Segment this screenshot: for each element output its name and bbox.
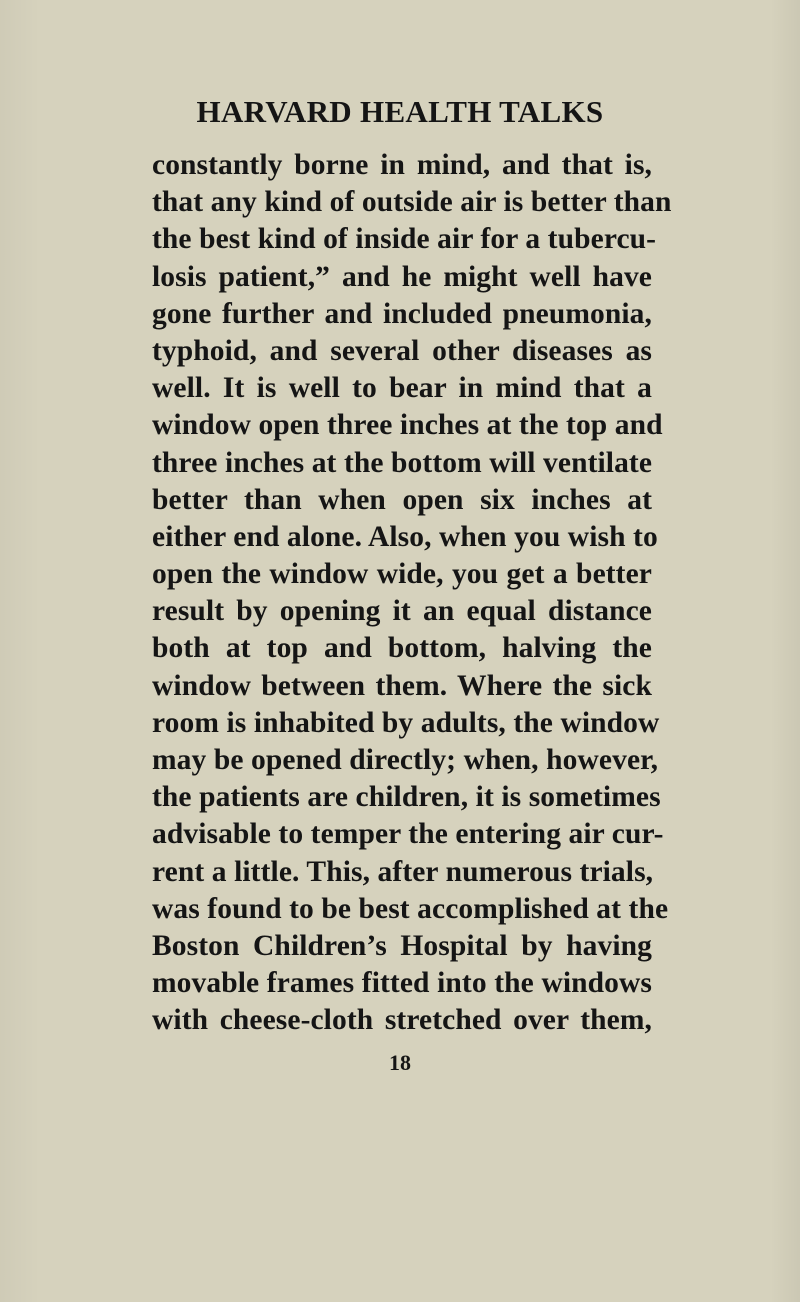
text-line: result by opening it an equal distance bbox=[152, 595, 652, 628]
text-line: constantly borne in mind, and that is, bbox=[152, 149, 652, 181]
text-line: either end alone. Also, when you wish to bbox=[152, 520, 658, 553]
text-line: the patients are children, it is sometimes bbox=[152, 781, 661, 814]
page-number: 18 bbox=[389, 1050, 411, 1075]
text-line: well. It is well to bear in mind that a bbox=[152, 372, 652, 405]
text-line: advisable to temper the entering air cur- bbox=[152, 818, 664, 851]
running-head: HARVARD HEALTH TALKS bbox=[196, 94, 604, 129]
text-line: both at top and bottom, halving the bbox=[152, 632, 652, 665]
text-line: movable frames fitted into the windows bbox=[152, 967, 652, 1000]
text-line: window between them. Where the sick bbox=[152, 669, 652, 702]
text-line: gone further and included pneumonia, bbox=[152, 297, 652, 330]
text-line: window open three inches at the top and bbox=[152, 409, 663, 442]
text-line: room is inhabited by adults, the window bbox=[152, 706, 660, 739]
text-line: three inches at the bottom will ventilate bbox=[152, 446, 653, 479]
text-line: better than when open six inches at bbox=[152, 483, 652, 516]
text-line: that any kind of outside air is better than bbox=[152, 186, 672, 219]
text-line: typhoid, and several other diseases as bbox=[152, 334, 652, 367]
text-line: with cheese-cloth stretched over them, bbox=[152, 1004, 652, 1037]
text-line: Boston Children’s Hospital by having bbox=[152, 929, 652, 962]
text-line: rent a little. This, after numerous trials, bbox=[152, 855, 654, 888]
text-line: the best kind of inside air for a tubercu- bbox=[152, 223, 657, 256]
text-line: may be opened directly; when, however, bbox=[152, 744, 659, 776]
text-line: was found to be best accomplished at the bbox=[152, 892, 669, 925]
text-line: losis patient,” and he might well have bbox=[152, 260, 652, 293]
body-text bbox=[152, 147, 672, 1040]
text-line: open the window wide, you get a better bbox=[152, 558, 652, 591]
